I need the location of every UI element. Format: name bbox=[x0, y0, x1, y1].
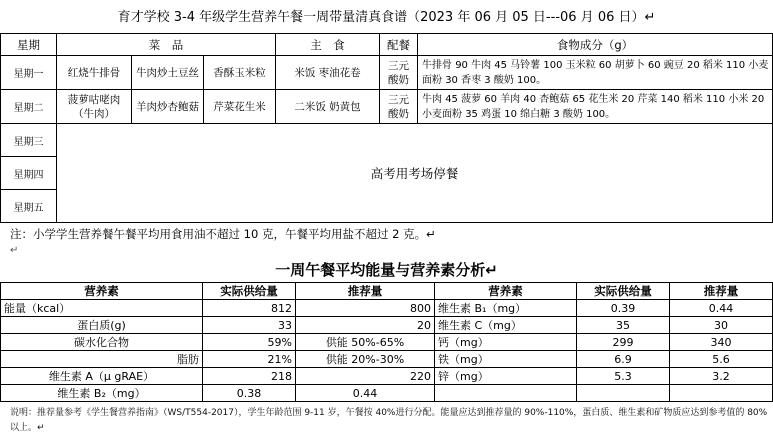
dish-cell: 芹菜花生米 bbox=[204, 90, 276, 124]
nutrient-name: 维生素 B₁（mg） bbox=[435, 300, 577, 317]
day-cell: 星期一 bbox=[1, 56, 57, 90]
nutrient-name: 钙（mg） bbox=[435, 334, 577, 351]
closed-notice: 高考用考场停餐 bbox=[57, 124, 773, 223]
header-recommended: 推荐量 bbox=[296, 283, 435, 300]
nutrient-name: 蛋白质(g) bbox=[1, 317, 203, 334]
dish-cell: 香酥玉米粒 bbox=[204, 56, 276, 90]
actual-value: 59% bbox=[203, 334, 296, 351]
recommended-value: 5.6 bbox=[670, 351, 773, 368]
recommended-value: 220 bbox=[296, 368, 435, 385]
nutrient-name: 锌（mg） bbox=[435, 368, 577, 385]
menu-table bbox=[0, 33, 773, 223]
nutrient-name: 维生素 A（μ gRAE） bbox=[1, 368, 203, 385]
empty-cell bbox=[670, 385, 773, 402]
actual-value: 812 bbox=[203, 300, 296, 317]
header-actual: 实际供给量 bbox=[203, 283, 296, 300]
recommended-value: 20 bbox=[296, 317, 435, 334]
header-ingredients: 食物成分（g） bbox=[418, 34, 773, 56]
header-recommended: 推荐量 bbox=[670, 283, 773, 300]
empty-cell bbox=[577, 385, 670, 402]
header-day: 星期 bbox=[1, 34, 57, 56]
paragraph-mark: ↵ bbox=[10, 245, 19, 256]
actual-value: 33 bbox=[203, 317, 296, 334]
nutrition-row bbox=[1, 334, 773, 351]
actual-value: 299 bbox=[577, 334, 670, 351]
actual-value: 6.9 bbox=[577, 351, 670, 368]
menu-row-wednesday bbox=[1, 124, 773, 157]
nutrition-row bbox=[1, 385, 773, 402]
actual-value: 35 bbox=[577, 317, 670, 334]
nutrition-row bbox=[1, 300, 773, 317]
ingredients-cell: 牛肉 45 菠萝 60 羊肉 40 杏鲍菇 65 花生米 20 芹菜 140 稻米 110 小米 20 小麦面粉 35 鸡蛋 10 绵白糖 3 酸奶 100。 bbox=[418, 90, 773, 124]
staple-cell: 二米饭 奶黄包 bbox=[276, 90, 380, 124]
recommended-value: 0.44 bbox=[296, 385, 435, 402]
explanation-note: 说明：推荐量参考《学生餐营养指南》（WS/T554-2017），学生年龄范围 9-11 岁，午餐按 40%进行分配。能量应达到推荐量的 90%-110%，蛋白质、维生素和矿物质应达到参考值的 80%以上。↵ bbox=[10, 408, 768, 433]
nutrition-header-row bbox=[1, 283, 773, 300]
day-cell: 星期五 bbox=[1, 190, 57, 223]
nutrition-row bbox=[1, 317, 773, 334]
nutrition-row bbox=[1, 351, 773, 368]
recommended-value: 800 bbox=[296, 300, 435, 317]
nutrient-name: 能量（kcal） bbox=[1, 300, 203, 317]
actual-value: 21% bbox=[203, 351, 296, 368]
recommended-value: 0.44 bbox=[670, 300, 773, 317]
menu-row-tuesday bbox=[1, 90, 773, 124]
nutrient-name: 维生素 B₂（mg） bbox=[1, 385, 203, 402]
day-cell: 星期二 bbox=[1, 90, 57, 124]
day-cell: 星期四 bbox=[1, 157, 57, 190]
dish-cell: 羊肉炒杏鲍菇 bbox=[132, 90, 204, 124]
nutrition-row bbox=[1, 368, 773, 385]
nutrient-name: 碳水化合物 bbox=[1, 334, 203, 351]
header-actual: 实际供给量 bbox=[577, 283, 670, 300]
day-cell: 星期三 bbox=[1, 124, 57, 157]
nutrition-table bbox=[0, 282, 773, 402]
drink-cell: 三元酸奶 bbox=[380, 56, 418, 90]
nutrient-name: 铁（mg） bbox=[435, 351, 577, 368]
ingredients-cell: 牛排骨 90 牛肉 45 马铃薯 100 玉米粒 60 胡萝卜 60 豌豆 20 稻米 110 小麦面粉 30 香枣 3 酸奶 100。 bbox=[418, 56, 773, 90]
drink-cell: 三元酸奶 bbox=[380, 90, 418, 124]
dish-cell: 红烧牛排骨 bbox=[57, 56, 132, 90]
menu-row-monday bbox=[1, 56, 773, 90]
staple-cell: 米饭 枣油花卷 bbox=[276, 56, 380, 90]
recommended-value: 340 bbox=[670, 334, 773, 351]
recommended-value: 30 bbox=[670, 317, 773, 334]
oil-salt-note: 注：小学学生营养餐午餐平均用食用油不超过 10 克，午餐平均用盐不超过 2 克。↵ bbox=[10, 227, 436, 241]
analysis-title: 一周午餐平均能量与营养素分析↵ bbox=[275, 261, 498, 279]
dish-cell: 菠萝咕咾肉（牛肉） bbox=[57, 90, 132, 124]
dish-cell: 牛肉炒土豆丝 bbox=[132, 56, 204, 90]
actual-value: 218 bbox=[203, 368, 296, 385]
header-dishes: 菜 品 bbox=[57, 34, 276, 56]
header-nutrient: 营养素 bbox=[1, 283, 203, 300]
header-staple: 主 食 bbox=[276, 34, 380, 56]
actual-value: 5.3 bbox=[577, 368, 670, 385]
nutrient-name: 维生素 C（mg） bbox=[435, 317, 577, 334]
header-drink: 配餐 bbox=[380, 34, 418, 56]
page-title: 育才学校 3-4 年级学生营养午餐一周带量清真食谱（2023 年 06 月 05 日---06 月 06 日）↵ bbox=[117, 10, 656, 25]
header-nutrient: 营养素 bbox=[435, 283, 577, 300]
actual-value: 0.39 bbox=[577, 300, 670, 317]
recommended-value: 供能 50%-65% bbox=[296, 334, 435, 351]
actual-value: 0.38 bbox=[203, 385, 296, 402]
empty-cell bbox=[435, 385, 577, 402]
menu-header-row bbox=[1, 34, 773, 56]
recommended-value: 3.2 bbox=[670, 368, 773, 385]
nutrient-name: 脂肪 bbox=[1, 351, 203, 368]
recommended-value: 供能 20%-30% bbox=[296, 351, 435, 368]
